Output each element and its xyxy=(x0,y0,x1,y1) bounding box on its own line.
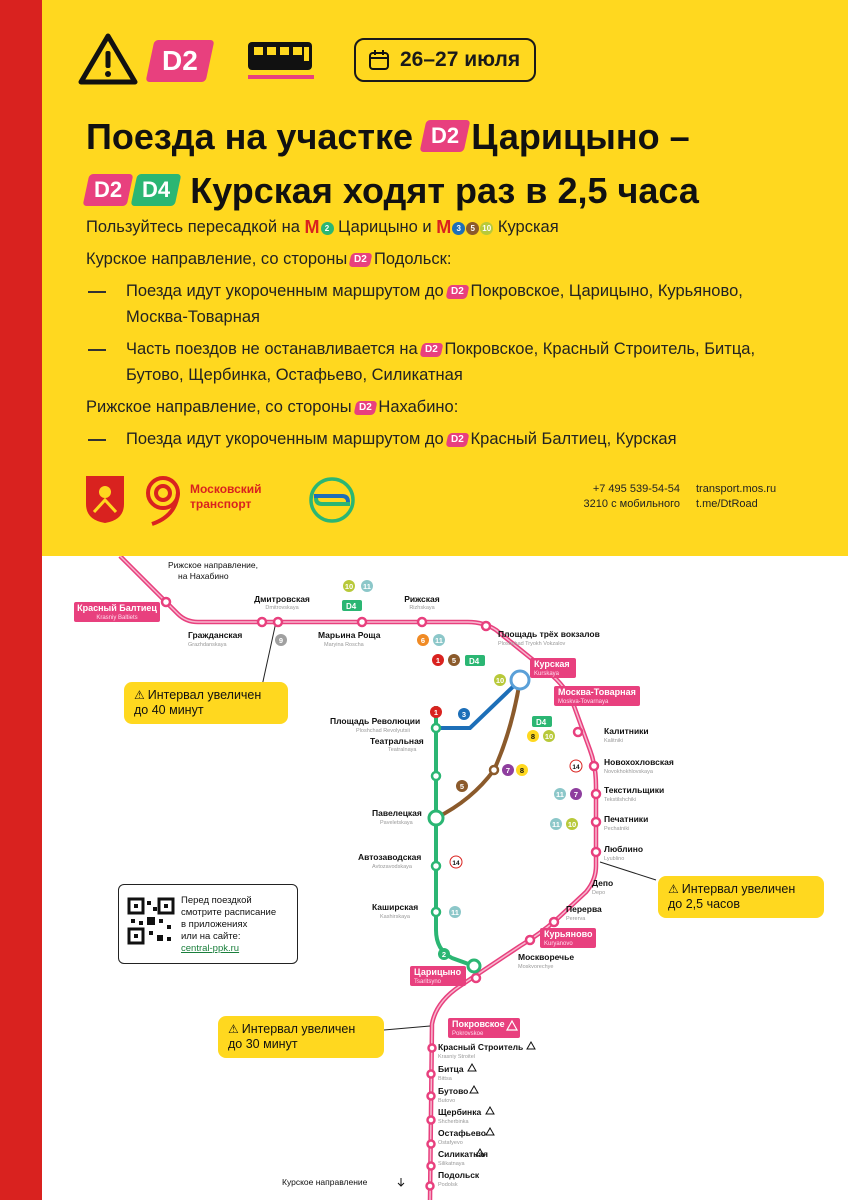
station-silikatnaya: Силикатная xyxy=(438,1149,488,1159)
rzd-logo-icon xyxy=(308,476,356,524)
d2-badge: D2 xyxy=(353,401,377,415)
moscow-transport-logo-icon xyxy=(140,474,186,526)
station-avtozavodskaya-lat: Avtozavodskaya xyxy=(372,864,412,870)
station-pererva-lat: Pererva xyxy=(566,916,586,922)
station-novokhokhlovskaya-lat: Novokhokhlovskaya xyxy=(604,769,653,775)
qr-text: Перед поездкой смотрите расписание в приложениях или на сайте: central-ppk.ru xyxy=(181,895,277,954)
header-row xyxy=(78,30,798,86)
date-text: 26–27 июля xyxy=(400,48,521,71)
d2-badge: D2 xyxy=(83,174,134,206)
line-3-icon: 3 xyxy=(452,222,465,235)
warning-icon: ⚠ xyxy=(668,882,679,896)
station-warning-icons xyxy=(468,1042,535,1156)
metro-line-5 xyxy=(433,680,520,818)
bullet-2: Часть поездов не останавливается на D2 Покровское, Красный Строитель, Битца, Бутово, Щербинка, Остафьево, Силикатная xyxy=(86,336,806,388)
calendar-icon xyxy=(368,49,390,71)
info-block xyxy=(86,214,806,458)
callout-interval-2-5h: ⚠ Интервал увеличен до 2,5 часов xyxy=(658,876,824,918)
station-kuryanovo: Курьяново xyxy=(544,929,593,939)
station-paveletskaya-lat: Paveletskaya xyxy=(380,820,413,826)
station-revolyutsii-lat: Ploshchad Revolyutsii xyxy=(356,728,410,734)
station-revolyutsii: Площадь Революции xyxy=(330,716,421,726)
line-11-label: 11 xyxy=(363,582,371,591)
arrow-down-icon xyxy=(398,1178,404,1186)
red-side-strip xyxy=(0,0,42,1200)
callout-25-value: до 2,5 часов xyxy=(668,897,741,911)
line-5-label: 5 xyxy=(451,656,457,665)
station-moskva-tovarnaya-lat: Moskva-Tovarnaya xyxy=(558,699,609,705)
station-depo-lat: Depo xyxy=(592,890,606,896)
station-lyublino-lat: Lyublino xyxy=(604,856,625,862)
station-kurskaya-lat: Kurskaya xyxy=(534,671,560,677)
station-grazhdanskaya: Гражданская xyxy=(188,630,243,640)
metro-logo-icon: М xyxy=(304,217,320,237)
station-dmitrovskaya-lat: Dmitrovskaya xyxy=(265,605,299,611)
station-bittsa: Битца xyxy=(438,1064,464,1074)
line-5-icon: 5 xyxy=(466,222,479,235)
d2-badge: D2 xyxy=(420,120,471,152)
station-lyublino: Люблино xyxy=(604,844,644,854)
bullet-3: Поезда идут укороченным маршрутом до D2 Красный Балтиец, Курская xyxy=(86,426,806,452)
line-5-label: 5 xyxy=(459,782,465,791)
line-10-label: 10 xyxy=(567,820,577,829)
station-pererva: Перерва xyxy=(566,904,602,914)
station-butovo-lat: Butovo xyxy=(438,1098,456,1104)
contact-phone xyxy=(558,482,680,512)
headline-line-1 xyxy=(86,110,806,164)
line-7-label: 7 xyxy=(505,766,511,775)
moscow-transport-name: Московский транспорт xyxy=(190,482,262,511)
station-dmitrovskaya: Дмитровская xyxy=(254,594,310,604)
warning-icon: ⚠ xyxy=(228,1022,239,1036)
line-8-label: 8 xyxy=(530,732,536,741)
transfer-line: Пользуйтесь пересадкой на М 2 Царицыно и М 3 5 10 Курская xyxy=(86,214,806,240)
station-krasny-baltiets: Красный Балтиец xyxy=(77,603,157,613)
d4-badge: D4 xyxy=(131,174,182,206)
line-8-label: 8 xyxy=(519,766,525,775)
d2-route-inner xyxy=(120,556,596,1200)
station-pokrovskoe-lat: Pokrovskoe xyxy=(452,1031,484,1037)
line-9-label: 9 xyxy=(278,636,284,645)
station-teatralnaya-lat: Teatralnaya xyxy=(388,747,417,753)
line-11-label: 11 xyxy=(556,790,564,799)
site-link[interactable]: transport.mos.ru xyxy=(696,483,777,495)
station-novokhokhlovskaya: Новохохловская xyxy=(604,757,674,767)
callout-interval-30: ⚠ Интервал увеличен до 30 минут xyxy=(218,1016,384,1058)
headline-line-2 xyxy=(86,164,806,218)
station-krasny-baltiets-lat: Krasniy Baltiets xyxy=(96,615,138,621)
telegram-link[interactable]: t.me/DtRoad xyxy=(696,498,758,510)
tsaritsyno-hub xyxy=(468,960,480,972)
line-10-label: 10 xyxy=(544,732,554,741)
station-tekstilshchiki-lat: Tekstilshchiki xyxy=(604,797,637,803)
line-10-label: 10 xyxy=(344,582,354,591)
central-ppk-link[interactable]: central-ppk.ru xyxy=(181,943,240,954)
line-10-icon: 10 xyxy=(480,222,493,235)
leader-line xyxy=(262,622,276,686)
station-ostafyevo-lat: Ostafyevo xyxy=(438,1140,463,1146)
line-1-label: 1 xyxy=(433,708,439,717)
footer xyxy=(84,474,804,530)
station-maryina: Марьина Роща xyxy=(318,630,381,640)
line-10-label: 10 xyxy=(495,676,505,685)
metro-logo-icon: М xyxy=(436,217,452,237)
kurskaya-hub xyxy=(511,671,529,689)
bullet-1: Поезда идут укороченным маршрутом до D2 Покровское, Царицыно, Курьяново, Москва-Товарная xyxy=(86,278,806,330)
callout-30-value: до 30 минут xyxy=(228,1037,298,1051)
line-11-label: 11 xyxy=(552,820,560,829)
headline xyxy=(86,110,806,218)
station-butovo: Бутово xyxy=(438,1086,469,1096)
station-teatralnaya: Театральная xyxy=(370,736,424,746)
kursk-direction: Курское направление, со стороны D2 Подольск: xyxy=(86,250,452,268)
line-1-label: 1 xyxy=(435,656,441,665)
line-2-icon: 2 xyxy=(321,222,334,235)
mobile-number: 3210 с мобильного xyxy=(583,498,680,510)
qr-info-box xyxy=(118,884,298,964)
station-moskvorechye-lat: Moskvorechye xyxy=(518,964,554,970)
date-badge xyxy=(354,38,536,82)
warning-icon: ⚠ xyxy=(134,688,145,702)
line-14-label: 14 xyxy=(572,764,580,771)
station-avtozavodskaya: Автозаводская xyxy=(358,852,422,862)
station-pechatniki-lat: Pechatniki xyxy=(604,826,630,832)
station-moskva-tovarnaya: Москва-Товарная xyxy=(558,687,636,697)
headline-text-3: Курская ходят раз в 2,5 часа xyxy=(190,170,699,211)
line-11-label: 11 xyxy=(451,908,459,917)
station-krasny-stroitel-lat: Krasniy Stroitel xyxy=(438,1054,475,1060)
station-silikatnaya-lat: Silikatnaya xyxy=(438,1161,465,1167)
station-podolsk-lat: Podolsk xyxy=(438,1182,458,1188)
d4-badge-label: D4 xyxy=(469,657,480,666)
station-kalitniki: Калитники xyxy=(604,726,649,736)
line-6-label: 6 xyxy=(420,636,426,645)
moscow-coat-of-arms-icon xyxy=(84,474,126,524)
station-shcherbinka: Щербинка xyxy=(438,1107,482,1117)
riga-direction-label: Рижское направление, на Нахабино xyxy=(168,560,259,581)
station-tekstilshchiki: Текстильщики xyxy=(604,785,665,795)
station-ostafyevo: Остафьево xyxy=(438,1128,486,1138)
station-rizhskaya-lat: Rizhskaya xyxy=(409,605,435,611)
callout-40-value: до 40 минут xyxy=(134,703,204,717)
line-7-label: 7 xyxy=(573,790,579,799)
paveletskaya-hub xyxy=(429,811,443,825)
d4-badge-label: D4 xyxy=(536,718,547,727)
headline-text-2: Царицыно – xyxy=(471,116,690,157)
train-icon xyxy=(246,40,316,82)
line-14-label: 14 xyxy=(452,860,460,867)
d2-badge: D2 xyxy=(445,433,469,447)
line-11-label: 11 xyxy=(435,636,443,645)
line-2-label: 2 xyxy=(441,950,447,959)
station-maryina-lat: Maryina Roscha xyxy=(324,642,364,648)
station-tsaritsyno-lat: Tsaritsyno xyxy=(414,979,442,985)
station-bittsa-lat: Bittsa xyxy=(438,1076,452,1082)
d2-line-badge: D2 xyxy=(146,40,215,82)
kursk-direction-label: Курское направление xyxy=(282,1177,368,1187)
station-tsaritsyno: Царицыно xyxy=(414,967,462,977)
station-shcherbinka-lat: Shcherbinka xyxy=(438,1119,469,1125)
phone-number[interactable]: +7 495 539-54-54 xyxy=(592,483,680,495)
station-rizhskaya: Рижская xyxy=(404,594,440,604)
d4-badge-label: D4 xyxy=(346,602,357,611)
station-depo: Депо xyxy=(592,878,614,888)
metro-line-2 xyxy=(433,706,474,966)
line-3-label: 3 xyxy=(461,710,467,719)
station-grazhdanskaya-lat: Grazhdanskaya xyxy=(188,642,227,648)
station-pokrovskoe: Покровское xyxy=(452,1019,505,1029)
station-tri-vokzala-lat: Ploshchad Tryokh Vokzalov xyxy=(498,641,566,647)
station-paveletskaya: Павелецкая xyxy=(372,808,422,818)
station-kurskaya: Курская xyxy=(534,659,570,669)
d2-badge: D2 xyxy=(445,285,469,299)
d2-badge: D2 xyxy=(419,343,443,357)
metro-station-dot xyxy=(490,766,498,774)
qr-code-icon[interactable] xyxy=(127,897,175,945)
station-kashirskaya: Каширская xyxy=(372,902,419,912)
station-kuryanovo-lat: Kuryanovo xyxy=(544,941,573,947)
station-podolsk: Подольск xyxy=(438,1170,480,1180)
station-kashirskaya-lat: Kashirskaya xyxy=(380,914,410,920)
contact-links xyxy=(696,482,776,512)
station-tri-vokzala: Площадь трёх вокзалов xyxy=(498,629,600,639)
riga-direction: Рижское направление, со стороны D2 Нахабино: xyxy=(86,398,459,416)
station-pechatniki: Печатники xyxy=(604,814,649,824)
station-kalitniki-lat: Kalitniki xyxy=(604,738,623,744)
d2-badge: D2 xyxy=(349,253,373,267)
headline-text-1: Поезда на участке xyxy=(86,116,414,157)
station-moskvorechye: Москворечье xyxy=(518,952,575,962)
leader-line xyxy=(384,1026,430,1030)
station-krasny-stroitel: Красный Строитель xyxy=(438,1042,524,1052)
warning-icon xyxy=(78,32,138,86)
callout-interval-40: ⚠ Интервал увеличен до 40 минут xyxy=(124,682,288,724)
metro-line-3 xyxy=(433,680,520,728)
